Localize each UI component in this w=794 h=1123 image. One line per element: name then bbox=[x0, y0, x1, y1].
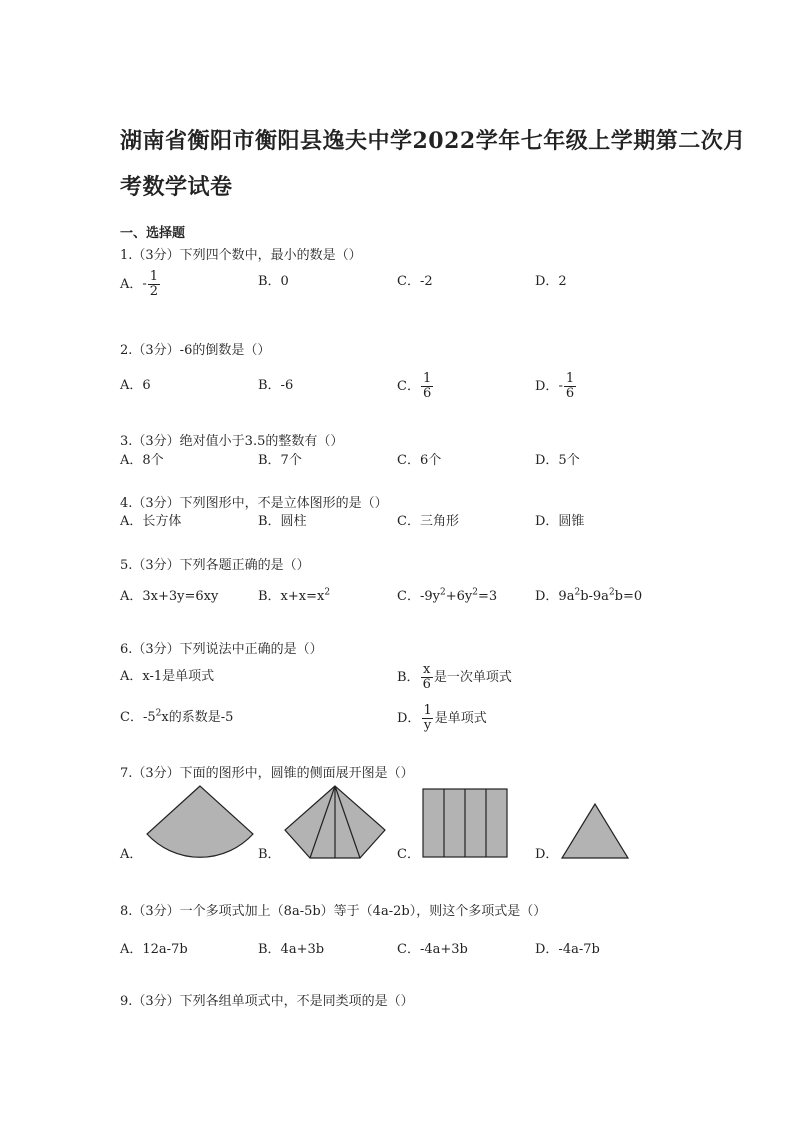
question-5-stem: 5.（3分）下列各题正确的是（） bbox=[120, 558, 310, 573]
section-heading: 一、选择题 bbox=[120, 226, 186, 241]
q8-option-b: B．4a+3b bbox=[258, 942, 325, 957]
question-3-stem: 3.（3分）绝对值小于3.5的整数有（） bbox=[120, 434, 344, 449]
triangle-shape-d bbox=[560, 802, 630, 860]
q7-option-b-label: B． bbox=[258, 847, 281, 862]
q2-option-d: D．- $\frac{1}{6}$ bbox=[535, 371, 575, 401]
q6-option-d: D． $\frac{1}{y}$ 是单项式 bbox=[397, 703, 487, 733]
q5-option-c: C．$-9y^2+6y^2=3$ bbox=[397, 587, 498, 604]
question-9-stem: 9.（3分）下列各组单项式中，不是同类项的是（） bbox=[120, 994, 414, 1009]
q5-option-a: A．3x+3y=6xy bbox=[120, 589, 219, 604]
q1-option-a: A．- $\frac{1}{2}$ bbox=[120, 269, 159, 299]
sector-shape-a bbox=[140, 784, 260, 860]
q7-option-c-label: C． bbox=[397, 847, 420, 862]
q2-option-b: B．-6 bbox=[258, 378, 294, 393]
question-1-stem: 1.（3分）下列四个数中，最小的数是（） bbox=[120, 248, 362, 263]
q6-option-c: C．$-5^2x$的系数是-5 bbox=[120, 708, 234, 725]
q1-option-d: D．2 bbox=[535, 274, 567, 289]
q6-option-b: B． $\frac{x}{6}$ 是一次单项式 bbox=[397, 662, 512, 692]
q4-option-a: A．长方体 bbox=[120, 514, 182, 529]
pyramid-net-shape-b bbox=[280, 784, 390, 860]
question-2-stem: 2.（3分）-6的倒数是（） bbox=[120, 343, 271, 358]
q5-option-d: D．$9a^2b-9a^2b=0$ bbox=[535, 587, 643, 604]
q7-option-d-label: D． bbox=[535, 847, 559, 862]
q3-option-c: C．6个 bbox=[397, 453, 442, 468]
q3-option-d: D．5个 bbox=[535, 453, 580, 468]
q4-option-b: B．圆柱 bbox=[258, 514, 307, 529]
question-6-stem: 6.（3分）下列说法中正确的是（） bbox=[120, 642, 323, 657]
q4-option-d: D．圆锥 bbox=[535, 514, 585, 529]
q8-option-c: C．-4a+3b bbox=[397, 942, 468, 957]
q8-option-d: D．-4a-7b bbox=[535, 942, 600, 957]
q3-option-a: A．8个 bbox=[120, 453, 164, 468]
q6-option-a: A．x-1是单项式 bbox=[120, 669, 215, 684]
title-line-1: 湖南省衡阳市衡阳县逸夫中学2022学年七年级上学期第二次月 bbox=[120, 128, 746, 154]
q1-option-c: C．-2 bbox=[397, 274, 433, 289]
title-line-2: 考数学试卷 bbox=[120, 174, 233, 200]
q3-option-b: B．7个 bbox=[258, 453, 302, 468]
question-8-stem: 8.（3分）一个多项式加上（8a-5b）等于（4a-2b），则这个多项式是（） bbox=[120, 904, 547, 919]
question-7-stem: 7.（3分）下面的图形中，圆锥的侧面展开图是（） bbox=[120, 766, 414, 781]
q2-option-a: A．6 bbox=[120, 378, 151, 393]
q5-option-b: B．$x+x=x^2$ bbox=[258, 587, 331, 604]
q7-option-a-label: A． bbox=[120, 847, 143, 862]
q2-option-c: C． $\frac{1}{6}$ bbox=[397, 371, 432, 401]
q1-option-b: B．0 bbox=[258, 274, 289, 289]
q8-option-a: A．12a-7b bbox=[120, 942, 188, 957]
exam-title bbox=[120, 118, 746, 210]
q4-option-c: C．三角形 bbox=[397, 514, 459, 529]
rectangle-net-shape-c bbox=[422, 788, 508, 858]
question-4-stem: 4.（3分）下列图形中，不是立体图形的是（） bbox=[120, 496, 388, 511]
